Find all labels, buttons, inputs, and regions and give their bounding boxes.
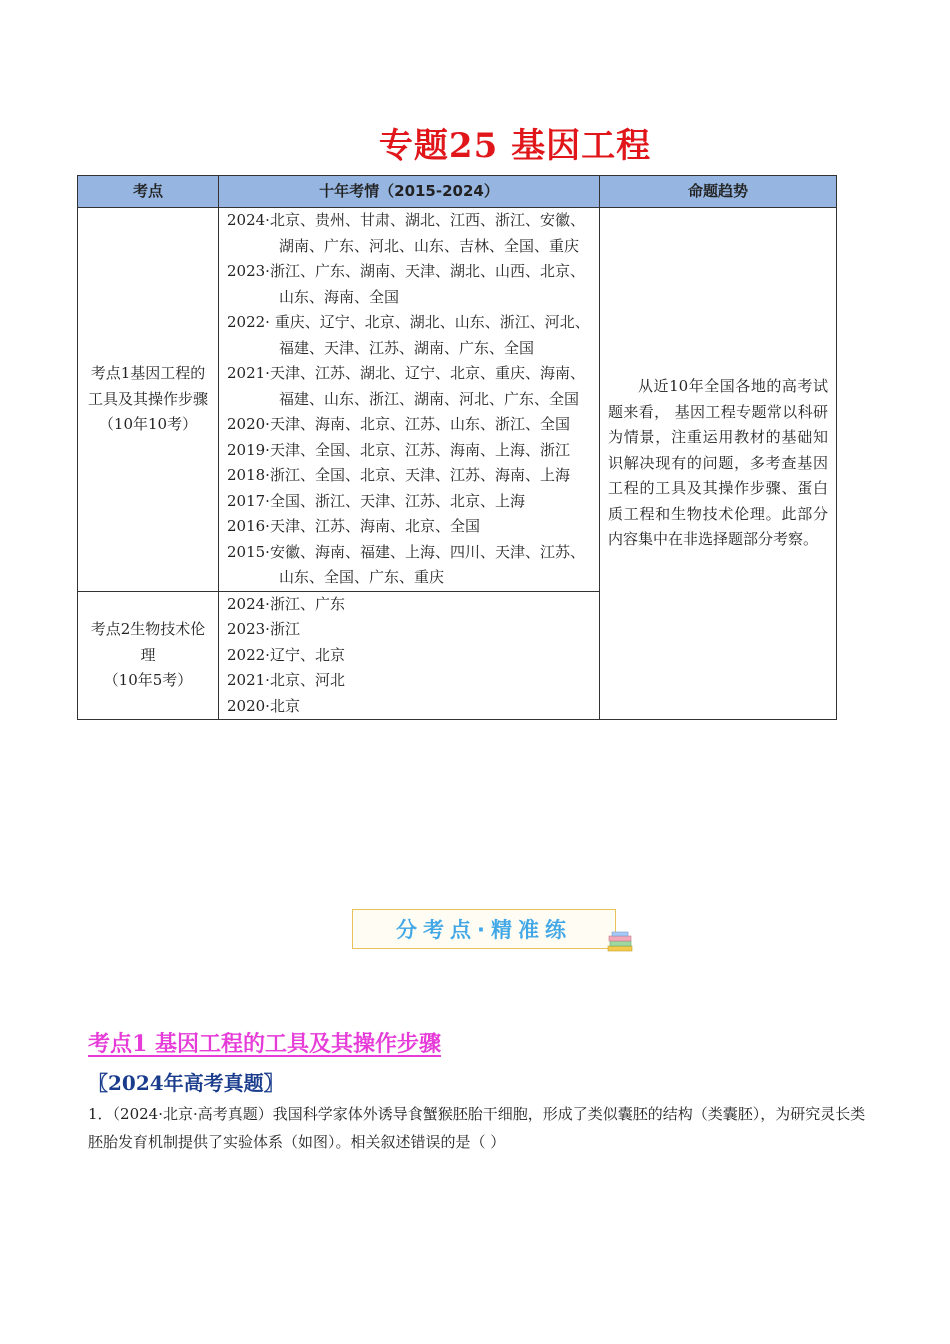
table-header-row [78,176,837,208]
year-entry: 2018·浙江、全国、北京、天津、江苏、海南、上海 [227,466,570,484]
practice-badge: 分考点·精准练 [352,909,616,949]
topic2-cell [78,591,219,720]
books-icon [606,928,634,954]
topic1-cell [78,208,219,592]
year-entry: 2024·浙江、广东 [227,594,345,613]
topic2-count: （10年5考） [103,671,193,689]
year-entry: 2020·北京 [227,696,300,715]
year-entry: 2020·天津、海南、北京、江苏、山东、浙江、全国 [227,415,570,433]
year-entry: 2023·浙江、广东、湖南、天津、湖北、山西、北京、山东、海南、全国 [227,262,585,306]
year-entry: 2023·浙江 [227,620,300,638]
year-entry: 2016·天津、江苏、海南、北京、全国 [227,517,480,535]
topic1-name: 考点1基因工程的工具及其操作步骤 [87,364,208,408]
section-heading: 考点1 基因工程的工具及其操作步骤 [88,1031,441,1057]
year-entry: 2015·安徽、海南、福建、上海、四川、天津、江苏、山东、全国、广东、重庆 [227,542,585,586]
exam-year-heading: 〖2024年高考真题〗 [88,1071,284,1095]
topic2-name: 考点2生物技术伦理 [90,620,206,664]
exam-analysis-table [77,175,837,720]
header-trend: 命题趋势 [600,176,837,208]
year-entry: 2021·天津、江苏、湖北、辽宁、北京、重庆、海南、福建、山东、浙江、湖南、河北、广东、全国 [227,364,585,408]
year-entry: 2022· 重庆、辽宁、北京、湖北、山东、浙江、河北、福建、天津、江苏、湖南、广东、全国 [227,313,590,357]
topic1-years [219,208,600,592]
table-row [78,208,837,592]
topic1-count: （10年10考） [98,415,198,433]
year-entry: 2019·天津、全国、北京、江苏、海南、上海、浙江 [227,440,570,459]
question-text: 1．（2024·北京·高考真题）我国科学家体外诱导食蟹猴胚胎干细胞，形成了类似囊胚的结构（类囊胚），为研究灵长类胚胎发育机制提供了实验体系（如图）。相关叙述错误的是（ ） [88,1105,866,1151]
topic2-years [219,591,600,720]
year-entry: 2024·北京、贵州、甘肃、湖北、江西、浙江、安徽、湖南、广东、河北、山东、吉林、全国、重庆 [227,211,585,255]
trend-cell: 从近10年全国各地的高考试题来看， 基因工程专题常以科研为情景，注重运用教材的基础知识解决现有的问题，多考查基因工程的工具及其操作步骤、蛋白质工程和生物技术伦理。此部分内容集中在非选择题部分考察。 [600,208,837,720]
year-entry: 2021·北京、河北 [227,671,345,689]
page-title: 专题25 基因工程 [378,126,652,166]
year-entry: 2022·辽宁、北京 [227,645,345,664]
header-topic: 考点 [78,176,219,208]
year-entry: 2017·全国、浙江、天津、江苏、北京、上海 [227,491,525,510]
header-history: 十年考情（2015-2024） [219,176,600,208]
